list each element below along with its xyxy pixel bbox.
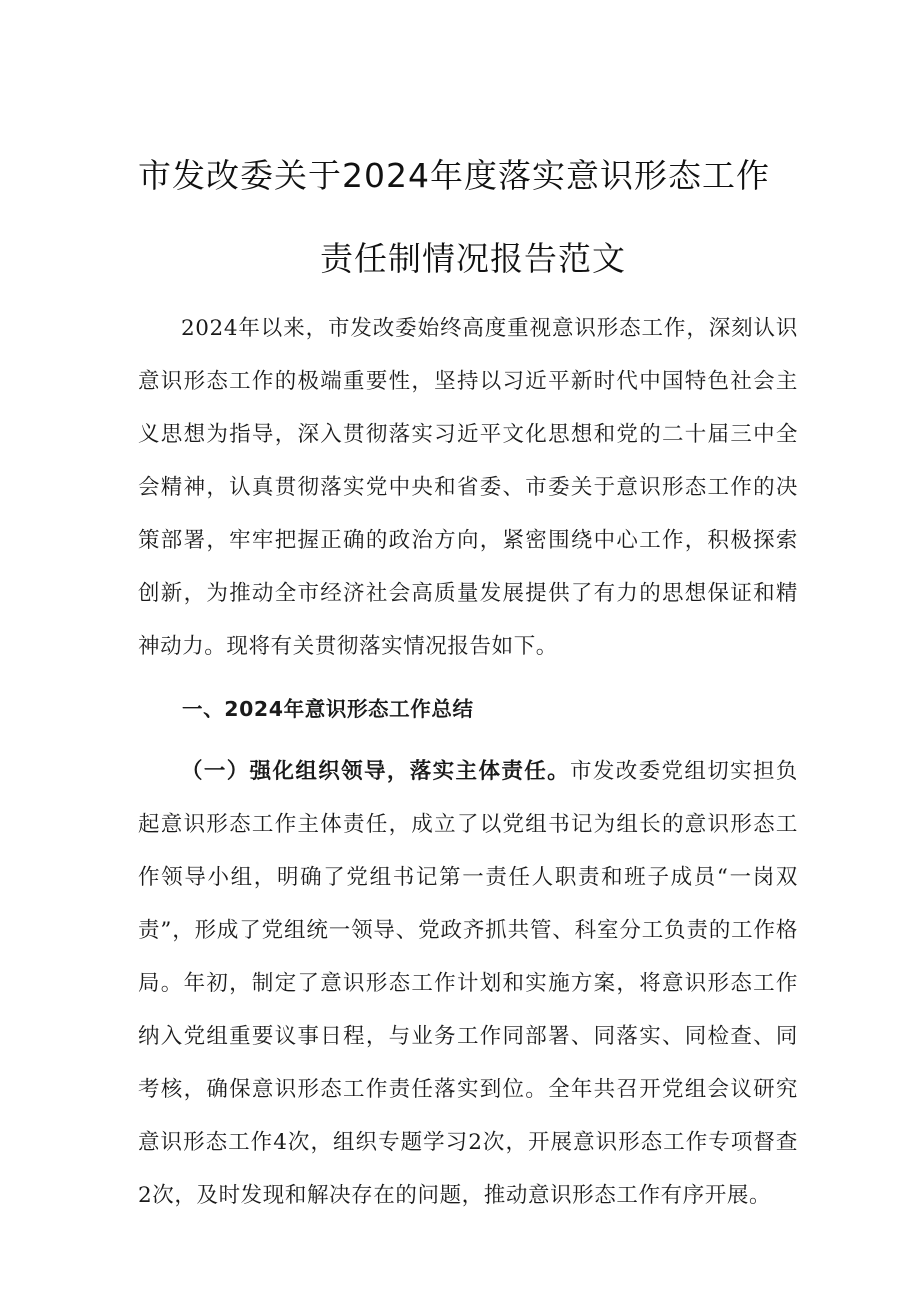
subsection-body-1: 市发改委党组切实担负起意识形态工作主体责任，成立了以党组书记为组长的意识形态工作领导小组，明确了党组书记第一责任人职责和班子成员“一岗双责”，形成了党组统一领导、党政齐抓共管、科室分工负责的工作格局。年初，制定了意识形态工作计划和实施方案，将意识形态工作纳入党组重要议事日程，与业务工作同部署、同落实、同检查、同考核，确保意识形态工作责任落实到位。全年共召开党组会议研究意识形态工作4次，组织专题学习2次，开展意识形态工作专项督查2次，及时发现和解决存在的问题，推动意识形态工作有序开展。 (138, 759, 798, 1208)
document-body (138, 302, 798, 1222)
intro-paragraph: 2024年以来，市发改委始终高度重视意识形态工作，深刻认识意识形态工作的极端重要性，坚持以习近平新时代中国特色社会主义思想为指导，深入贯彻落实习近平文化思想和党的二十届三中全会精神，认真贯彻落实党中央和省委、市委关于意识形态工作的决策部署，牢牢把握正确的政治方向，紧密围绕中心工作，积极探索创新，为推动全市经济社会高质量发展提供了有力的思想保证和精神动力。现将有关贯彻落实情况报告如下。 (138, 316, 798, 659)
document-title-line-2: 责任制情况报告范文 (320, 239, 626, 278)
section-heading-1: 一、2024年意识形态工作总结 (182, 697, 474, 721)
subsection-lead-1: （一）强化组织领导，落实主体责任。 (181, 759, 570, 784)
document-title-line-1: 市发改委关于2024年度落实意识形态工作 (138, 156, 770, 195)
subsection-paragraph-1 (138, 745, 798, 1222)
